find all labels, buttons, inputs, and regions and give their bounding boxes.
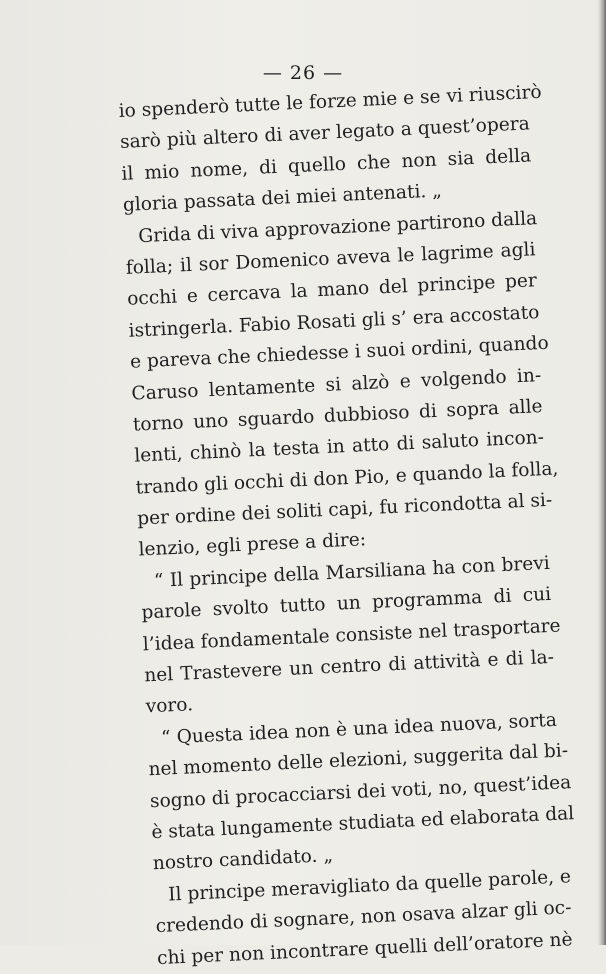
body-text [118,77,575,974]
text-line: per ordine dei soliti capi, fu ricondotta al si- [136,489,553,530]
text-line: istringerla. Fabio Rosati gli s’ era accostato [128,301,540,342]
text-line: gloria passata dei miei antenati. „ [122,180,443,217]
text-line: voro. [145,694,194,718]
text-line: chi per non incontrare quelli dell’oratore nè [156,928,573,969]
text-line: nostro candidato. „ [152,845,334,875]
text-line: nel Trastevere un centro di attività e di la- [143,646,555,687]
text-line: il mio nome, di quello che non sia della [121,145,532,185]
text-line: sogno di procacciarsi dei voti, no, quest’idea [149,771,572,812]
text-line: folla; il sor Domenico aveva le lagrime agli [125,239,536,279]
text-line: occhi e cercava la mano del principe per [126,270,538,311]
page-number: — 26 — [262,62,344,84]
text-line: Grida di viva approvazione partirono dalla [137,207,538,247]
text-line: l’idea fondamentale consiste nel trasportare [142,615,562,656]
text-line: “ Il principe della Marsiliana ha con brevi [153,552,551,592]
text-line: parole svolto tutto un programma di cui [141,584,552,624]
text-line: nel momento delle elezioni, suggerita dal bi- [148,740,569,781]
text-line: e pareva che chiedesse i suoi ordini, quando [129,332,550,373]
text-line: credendo di sognare, non osava alzar gli oc- [155,897,572,938]
text-line: è stata lungamente studiata ed elaborata dal [150,803,575,844]
text-line: “ Questa idea non è una idea nuova, sorta [160,709,558,749]
text-line: Caruso lentamente si alzò e volgendo in- [131,364,542,405]
page-edge-shadow [598,0,606,945]
text-line: Il principe meravigliato da quelle parole, e [167,866,572,906]
text-line: io spenderò tutte le forze mie e se vi riuscirò [118,81,542,122]
text-line: torno uno sguardo dubbioso di sopra alle [132,395,543,436]
text-line: sarò più altero di aver legato a quest’opera [119,113,531,154]
text-line: lenti, chinò la testa in atto di saluto incon- [133,427,545,467]
text-line: trando gli occhi di don Pio, e quando la folla, [135,458,559,499]
text-line: lenzio, egli prese a dire: [138,529,367,561]
